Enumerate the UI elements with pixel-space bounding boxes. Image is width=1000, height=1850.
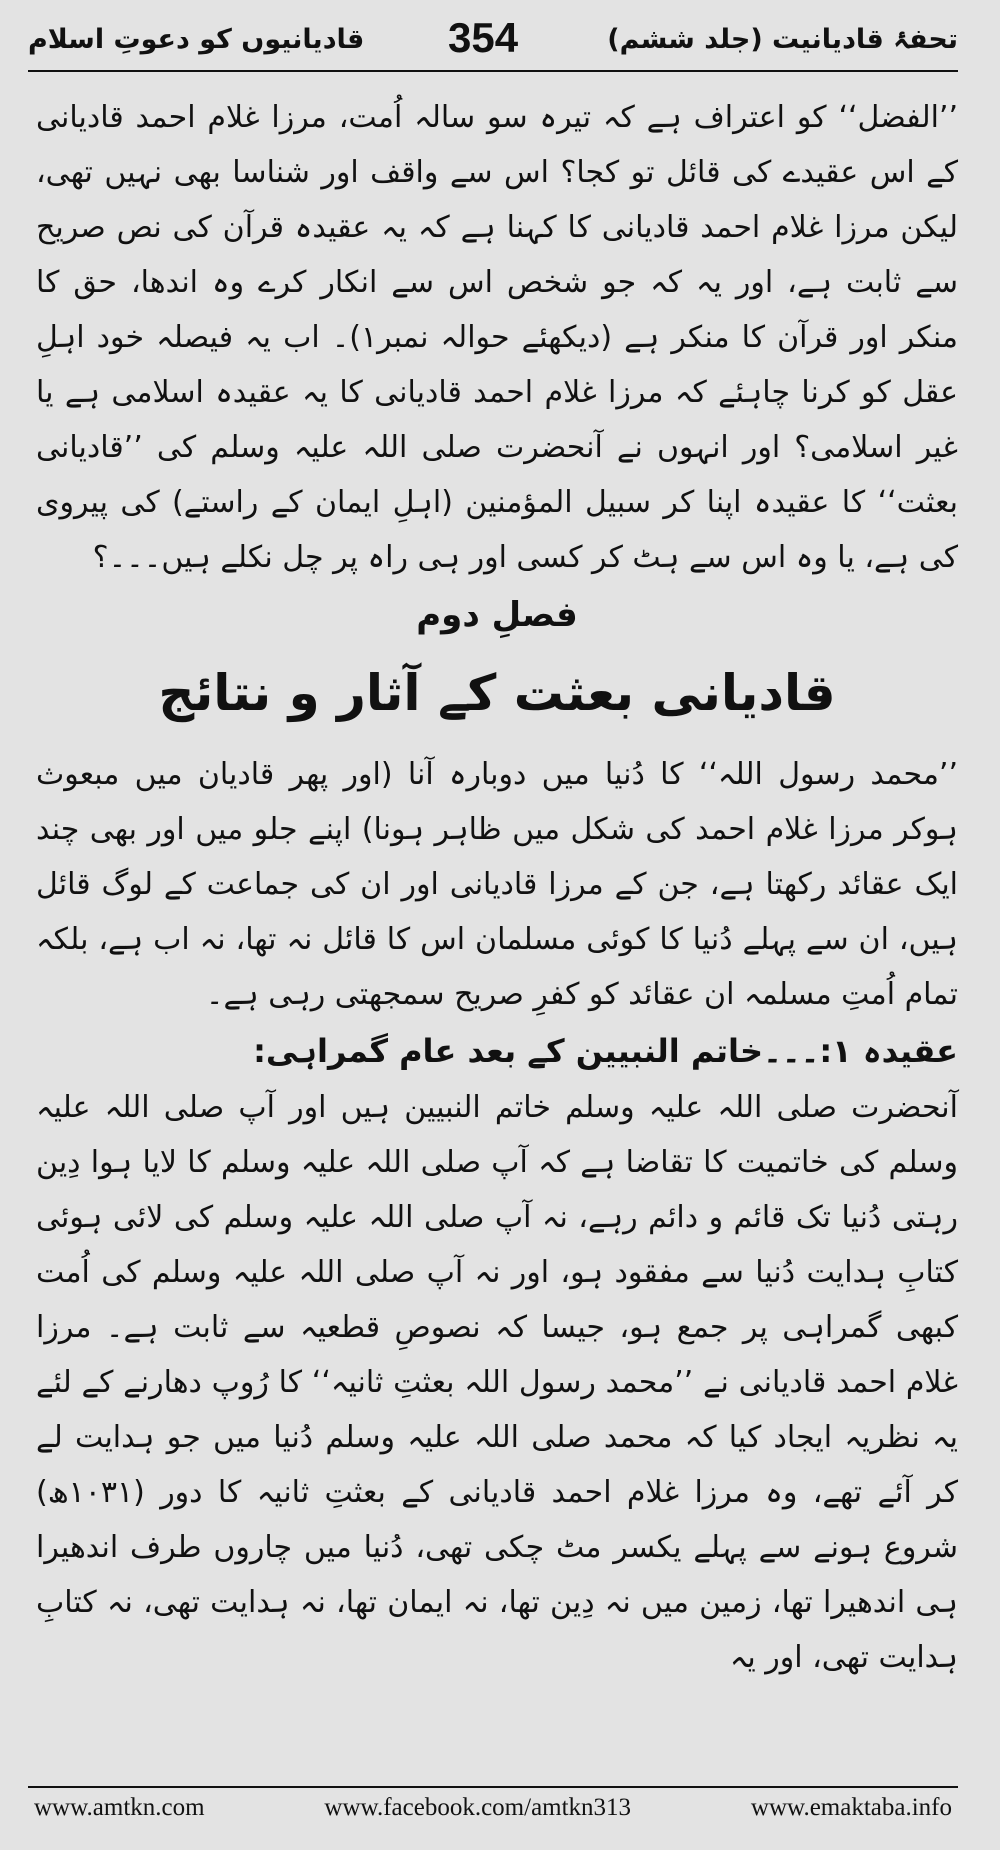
section-label: فصلِ دوم (416, 595, 578, 635)
book-title: تحفۂ قادیانیت (جلد ششم) (607, 24, 958, 55)
section-title: قادیانی بعثت کے آثار و نتائج (158, 664, 836, 722)
page-content (36, 90, 958, 1685)
belief-1-heading: عقیدہ ۱:۔۔۔خاتم النبیین کے بعد عام گمراہی: (253, 1032, 958, 1070)
footer-website-emaktaba[interactable]: www.emaktaba.info (750, 1794, 952, 1821)
page-number: 354 (448, 14, 519, 61)
paragraph-1: ’’الفضل‘‘ کو اعتراف ہے کہ تیرہ سو سالہ اُمت، مرزا غلام احمد قادیانی کے اس عقیدے کی قائل تو کجا؟ اس سے واقف اور شناسا بھی نہیں تھی، لیکن مرزا غلام احمد قادیانی کا کہنا ہے کہ یہ عقیدہ قرآن کی نص صریح سے ثابت ہے، اور یہ کہ جو شخص اس سے انکار کرے وہ اندھا، حق کا منکر اور قرآن کا منکر ہے (دیکھئے حوالہ نمبر۱)۔ اب یہ فیصلہ خود اہلِ عقل کو کرنا چاہئے کہ مرزا غلام احمد قادیانی کا یہ عقیدہ اسلامی ہے یا غیر اسلامی؟ اور انہوں نے آنحضرت صلی اللہ علیہ وسلم کی ’’قادیانی بعثت‘‘ کا عقیدہ اپنا کر سبیل المؤمنین (اہلِ ایمان کے راستے) کی پیروی کی ہے، یا وہ اس سے ہٹ کر کسی اور ہی راہ پر چل نکلے ہیں۔۔۔؟ (36, 100, 958, 575)
page-footer (34, 1794, 952, 1822)
page-header (28, 8, 958, 72)
chapter-title: قادیانیوں کو دعوتِ اسلام (28, 24, 365, 55)
footer-website-amtkn[interactable]: www.amtkn.com (34, 1794, 205, 1821)
paragraph-2: ’’محمد رسول اللہ‘‘ کا دُنیا میں دوبارہ آنا (اور پھر قادیان میں مبعوث ہوکر مرزا غلام احمد کی شکل میں ظاہر ہونا) اپنے جلو میں اور بھی چند ایک عقائد رکھتا ہے، جن کے مرزا قادیانی اور ان کی جماعت کے لوگ قائل ہیں، ان سے پہلے دُنیا کا کوئی مسلمان اس کا قائل نہ تھا، نہ اب ہے، بلکہ تمام اُمتِ مسلمہ ان عقائد کو کفرِ صریح سمجھتی رہی ہے۔ (36, 757, 958, 1012)
footer-facebook-link[interactable]: www.facebook.com/amtkn313 (324, 1794, 632, 1821)
footer-divider (28, 1786, 958, 1788)
paragraph-3: آنحضرت صلی اللہ علیہ وسلم خاتم النبیین ہیں اور آپ صلی اللہ علیہ وسلم کی خاتمیت کا تقاضا ہے کہ آپ صلی اللہ علیہ وسلم کا لایا ہوا دِین رہتی دُنیا تک قائم و دائم رہے، نہ آپ صلی اللہ علیہ وسلم کی لائی ہوئی کتابِ ہدایت دُنیا سے مفقود ہو، اور نہ آپ صلی اللہ علیہ وسلم کی اُمت کبھی گمراہی پر جمع ہو، جیسا کہ نصوصِ قطعیہ سے ثابت ہے۔ مرزا غلام احمد قادیانی نے ’’محمد رسول اللہ بعثتِ ثانیہ‘‘ کا رُوپ دھارنے کے لئے یہ نظریہ ایجاد کیا کہ محمد صلی اللہ علیہ وسلم دُنیا میں جو ہدایت لے کر آئے تھے، وہ مرزا غلام احمد قادیانی کے بعثتِ ثانیہ کا دور (۱۰۳۱ھ) شروع ہونے سے پہلے یکسر مٹ چکی تھی، دُنیا میں چاروں طرف اندھیرا ہی اندھیرا تھا، زمین میں نہ دِین تھا، نہ ایمان تھا، نہ ہدایت تھی، نہ کتابِ ہدایت تھی، اور یہ (36, 1090, 958, 1675)
